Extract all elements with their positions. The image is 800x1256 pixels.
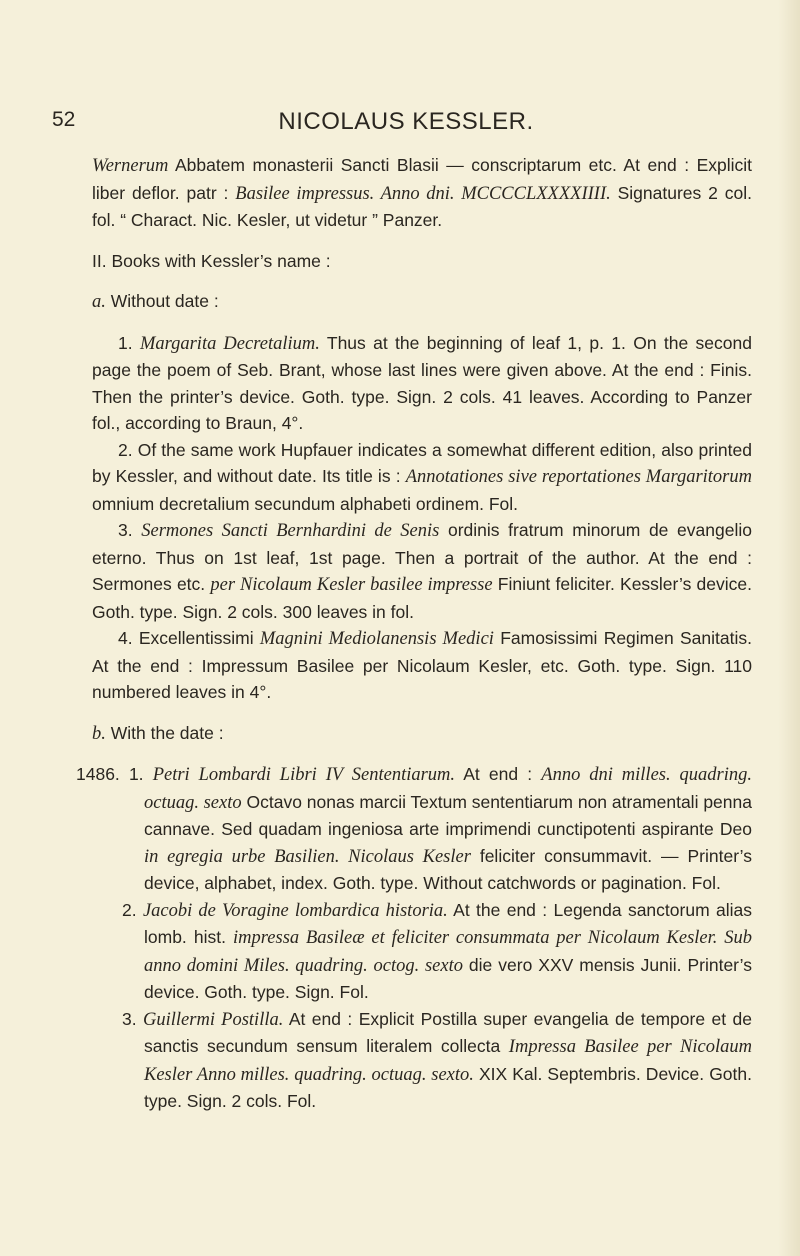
page-number: 52 [52,108,76,131]
paragraph: 4. Excellentissimi Magnini Mediolanensis Medici Famosissimi Regimen Sanitatis. At the end : Impressum Basilee per Nicolaum Kesler, etc. Goth. type. Sign. 110 numbered leaves in 4°. [92,628,752,702]
paragraph: b. With the date : [92,722,224,744]
italic-text: Impressa Basilee per Nicolaum Kesler Anno milles. quadring. octuag. sexto. [144,1037,752,1085]
italic-text: Basilee impressus. Anno dni. MCCCCLXXXXIIII. [235,183,611,204]
page-header [52,108,720,138]
paragraph: 1. Margarita Decretalium. Thus at the beginning of leaf 1, p. 1. On the second page the poem of Seb. Brant, whose last lines were given above. At the end : Finis. Then the printer’s device. Goth. type. Sign. 2 cols. 41 leaves. According to Panzer fol., according to Braun, 4°. [92,332,752,433]
paragraph: a. Without date : [92,291,219,312]
italic-text: Wernerum [92,156,169,176]
paragraph: 3. Sermones Sancti Bernhardini de Senis ordinis fratrum minorum de evangelio eterno. Thus on 1st leaf, 1st page. Then a portrait of the author. At the end : Sermones etc. per Nicolaum Kesler basilee impresse Finiunt feliciter. Kessler’s device. Goth. type. Sign. 2 cols. 300 leaves in fol. [92,520,752,622]
italic-text: impressa Basileæ et feliciter consummata per Nicolaum Kesler. Sub anno domini Miles. quadring. octog. sexto [144,928,752,976]
italic-text: Guillermi Postilla. [143,1009,284,1030]
italic-text: Anno dni milles. quadring. octuag. sexto [144,765,752,813]
italic-text: b. [92,723,106,744]
italic-text: Petri Lombardi Libri IV Sententiarum. [152,765,456,785]
paragraph: Wernerum Abbatem monasterii Sancti Blasii — conscriptarum etc. At end : Explicit liber deflor. patr : Basilee impressus. Anno dni. MCCCCLXXXXIIII. Signatures 2 col. fol. “ Charact. Nic. Kesler, ut videtur ” Panzer. [92,155,752,230]
page-edge [778,0,800,1256]
paragraph: II. Books with Kessler’s name : [92,250,331,271]
italic-text: Jacobi de Voragine lombardica historia. [142,900,448,921]
paragraph: 2. Jacobi de Voragine lombardica historia. At the end : Legenda sanctorum alias lomb. hist. impressa Basileæ et feliciter consummata per Nicolaum Kesler. Sub anno domini Miles. quadring. octog. sexto die vero XXV mensis Junii. Printer’s device. Goth. type. Sign. Fol. [122,899,752,1002]
paragraph: 2. Of the same work Hupfauer indicates a somewhat different edition, also printed by Kessler, and without date. Its title is : Annotationes sive reportationes Margaritorum omnium decretalium secundum alphabeti ordinem. Fol. [92,439,752,514]
body-text [76,152,752,1115]
italic-text: Sermones Sancti Bernhardini de Senis [141,521,440,541]
italic-text: in egregia urbe Basilien. Nicolaus Kesler [144,846,471,867]
italic-text: Annotationes sive reportationes Margaritorum [405,467,752,487]
italic-text: Magnini Mediolanensis Medici [259,629,494,649]
running-title: NICOLAUS KESSLER. [278,108,534,135]
paragraph: 1486. 1. Petri Lombardi Libri IV Sententiarum. At end : Anno dni milles. quadring. octuag. sexto Octavo nonas marcii Textum sententiarum non atramentali penna cannave. Sed quadam ingeniosa arte imprimendi cunctipotenti aspirante Deo in egregia urbe Basilien. Nicolaus Kesler feliciter consummavit. — Printer’s device, alphabet, index. Goth. type. Without catchwords or pagination. Fol. [76,764,752,893]
italic-text: per Nicolaum Kesler basilee impresse [210,575,493,595]
italic-text: Margarita Decretalium. [139,333,320,354]
paragraph: 3. Guillermi Postilla. At end : Explicit Postilla super evangelia de tempore et de sanctis secundum sensum literalem collecta Impressa Basilee per Nicolaum Kesler Anno milles. quadring. octuag. sexto. XIX Kal. Septembris. Device. Goth. type. Sign. 2 cols. Fol. [122,1008,752,1111]
italic-text: a. [92,292,106,312]
